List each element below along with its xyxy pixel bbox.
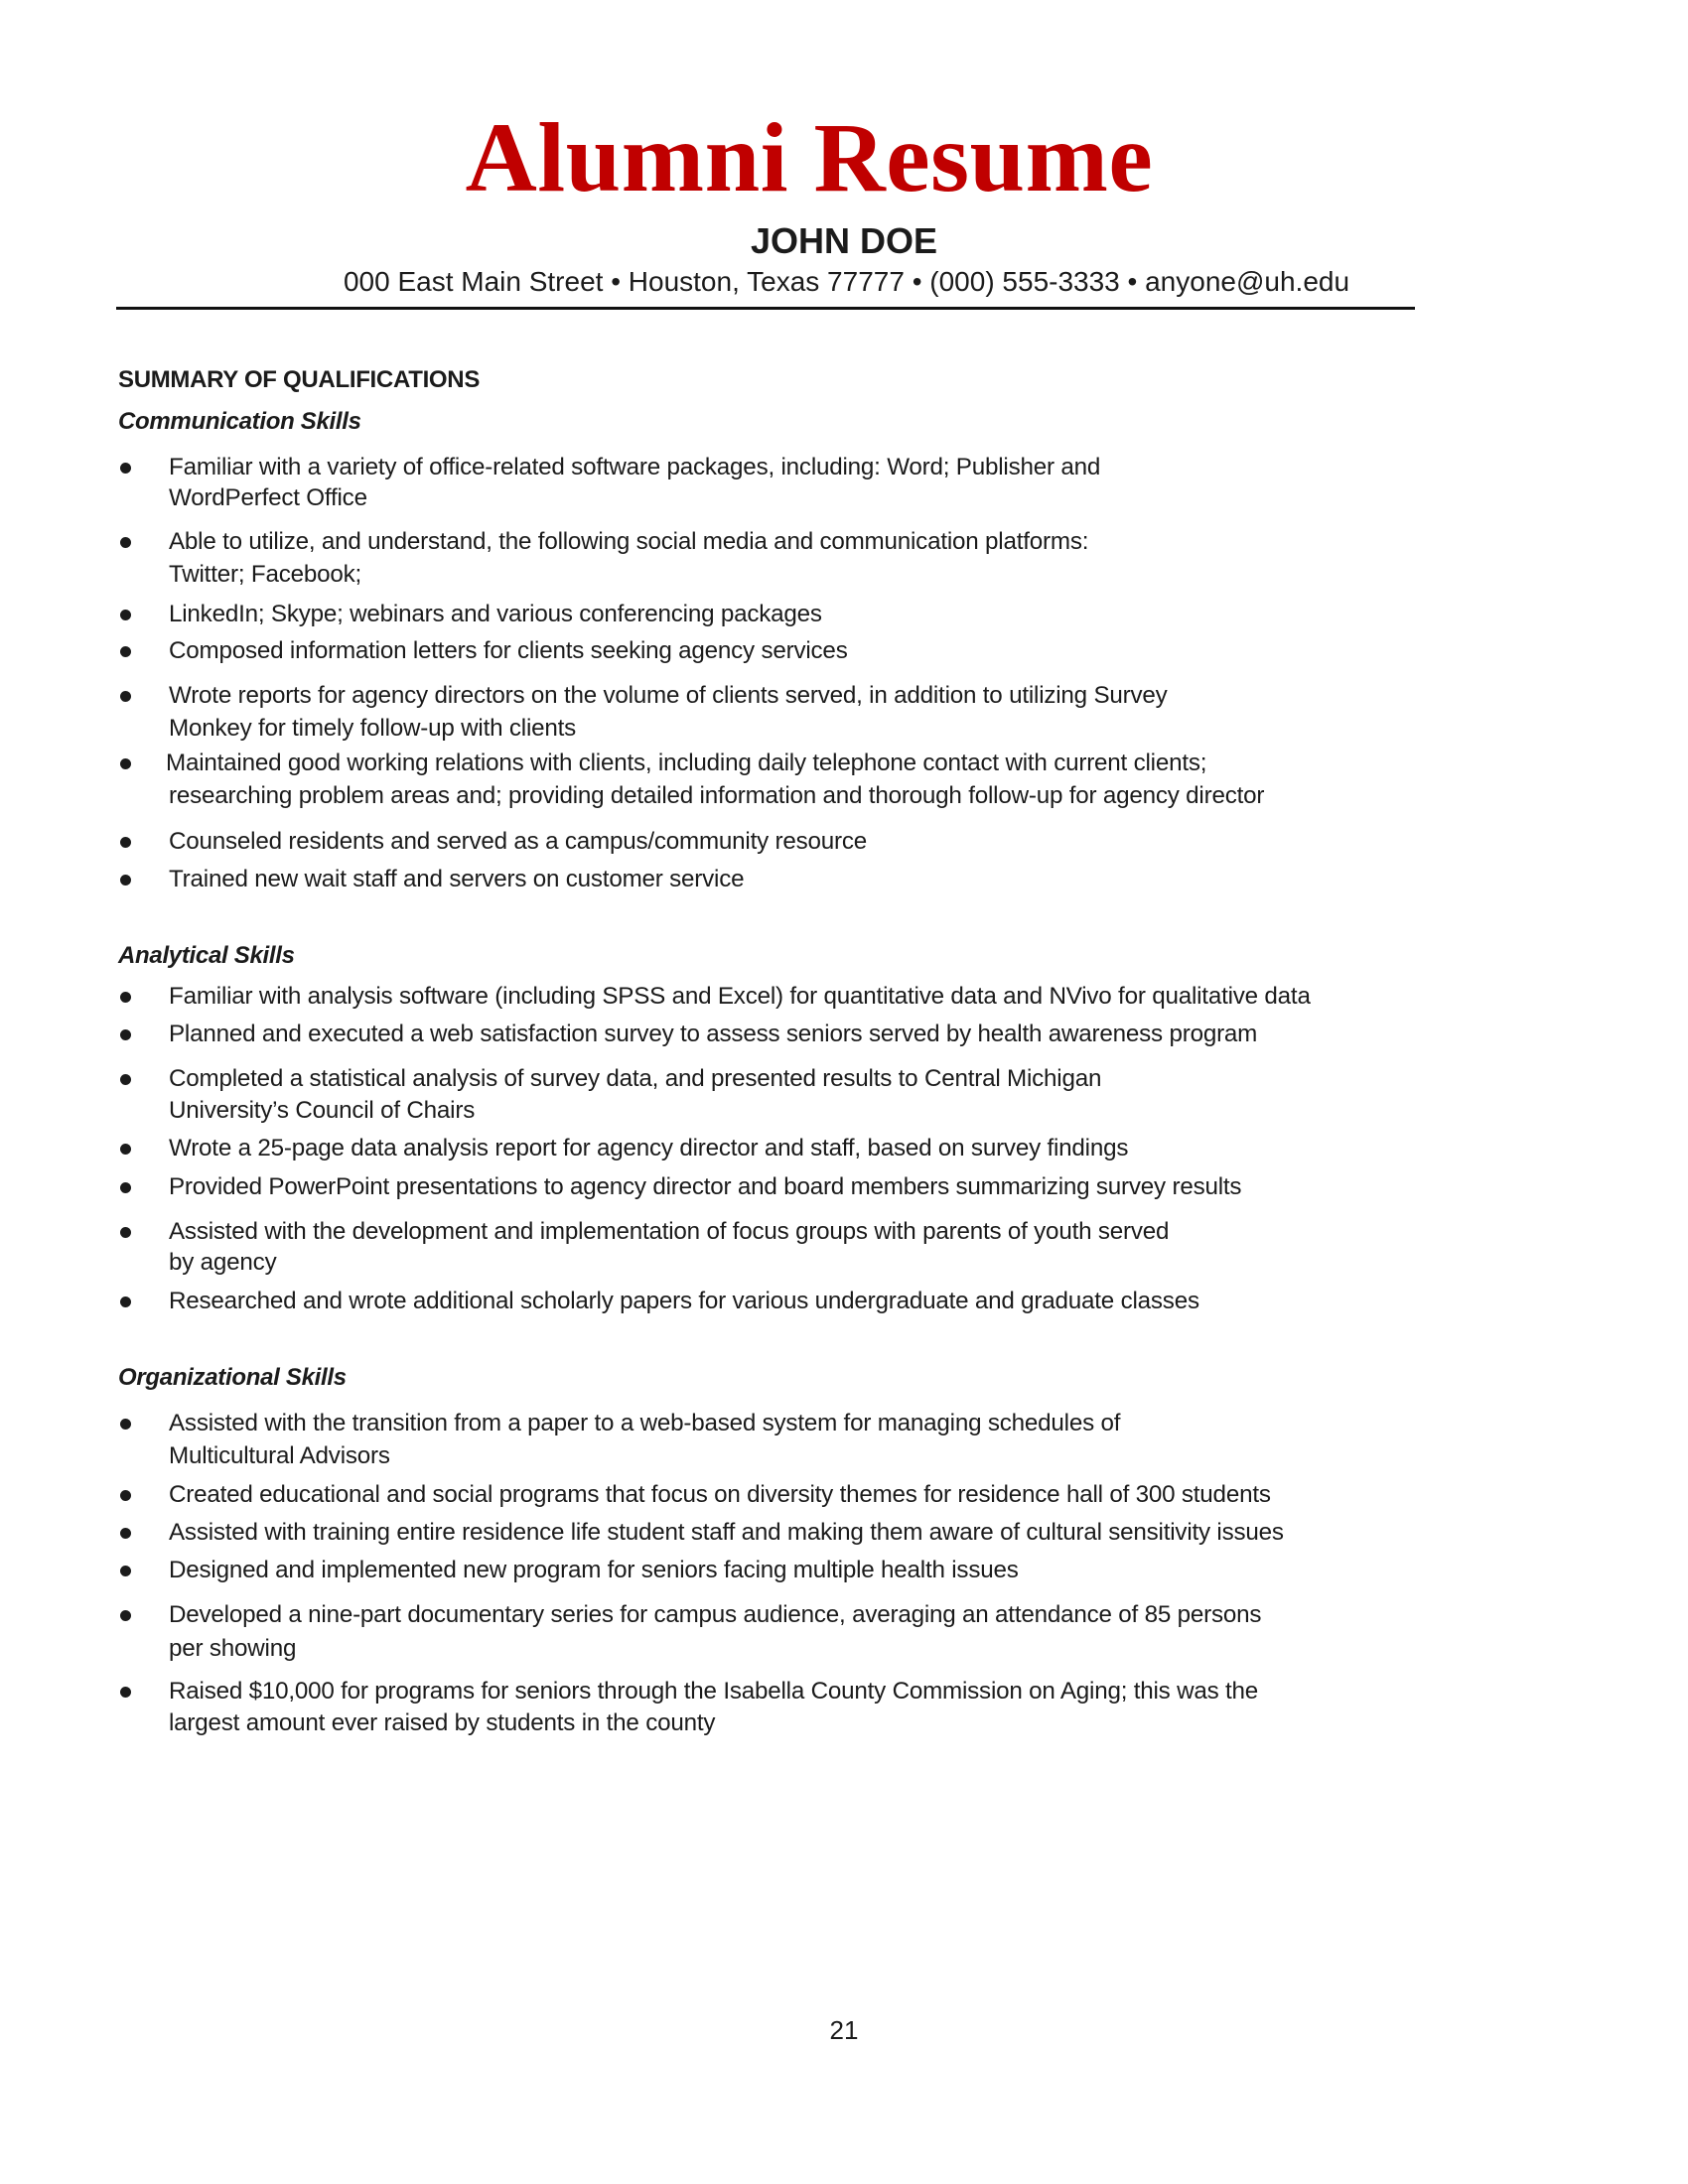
list-item-text: Trained new wait staff and servers on customer service bbox=[169, 866, 745, 892]
list-item-text: Composed information letters for clients seeking agency services bbox=[169, 637, 848, 664]
list-item-text: Maintained good working relations with clients, including daily telephone contact with current clients; bbox=[166, 750, 1207, 776]
list-item-text: Wrote a 25-page data analysis report for agency director and staff, based on survey findings bbox=[169, 1135, 1129, 1161]
section-heading-summary: SUMMARY OF QUALIFICATIONS bbox=[118, 366, 481, 393]
bullet-icon bbox=[120, 1490, 131, 1501]
list-item-text: Provided PowerPoint presentations to agency director and board members summarizing survey results bbox=[169, 1173, 1242, 1200]
candidate-name: JOHN DOE bbox=[750, 220, 938, 261]
bullet-icon bbox=[120, 610, 131, 620]
list-item-text: Designed and implemented new program for seniors facing multiple health issues bbox=[169, 1557, 1019, 1583]
list-item-text: Able to utilize, and understand, the following social media and communication platforms: bbox=[169, 528, 1089, 555]
bullet-icon bbox=[120, 1297, 131, 1307]
subheading-analytical-skills: Analytical Skills bbox=[118, 942, 295, 969]
list-item-text: Researched and wrote additional scholarly papers for various undergraduate and graduate classes bbox=[169, 1288, 1199, 1314]
list-item-text: Familiar with a variety of office-related software packages, including: Word; Publisher and bbox=[169, 454, 1101, 480]
list-item-text: Multicultural Advisors bbox=[169, 1442, 390, 1469]
bullet-icon bbox=[120, 1419, 131, 1430]
list-item-text: Completed a statistical analysis of survey data, and presented results to Central Michigan bbox=[169, 1065, 1102, 1092]
bullet-icon bbox=[120, 691, 131, 702]
bullet-icon bbox=[120, 1074, 131, 1085]
list-item-text: Created educational and social programs that focus on diversity themes for residence hall of 300 students bbox=[169, 1481, 1271, 1508]
contact-info: 000 East Main Street • Houston, Texas 77777 • (000) 555-3333 • anyone@uh.edu bbox=[343, 266, 1350, 297]
list-item-text: Assisted with the development and implementation of focus groups with parents of youth served bbox=[169, 1218, 1170, 1245]
bullet-icon bbox=[120, 646, 131, 657]
document-title: Alumni Resume bbox=[465, 102, 1154, 212]
bullet-icon bbox=[120, 1029, 131, 1040]
list-item-text: LinkedIn; Skype; webinars and various conferencing packages bbox=[169, 601, 822, 627]
bullet-icon bbox=[120, 1227, 131, 1238]
bullet-icon bbox=[120, 463, 131, 474]
bullet-icon bbox=[120, 837, 131, 848]
bullet-icon bbox=[120, 1182, 131, 1193]
bullet-icon bbox=[120, 1687, 131, 1698]
list-item-text: researching problem areas and; providing detailed information and thorough follow-up for agency director bbox=[169, 782, 1265, 809]
bullet-icon bbox=[120, 1610, 131, 1621]
list-item-text: per showing bbox=[169, 1635, 297, 1662]
bullet-icon bbox=[120, 1566, 131, 1576]
list-item-text: by agency bbox=[169, 1249, 277, 1276]
bullet-icon bbox=[120, 537, 131, 548]
page-number: 21 bbox=[829, 2015, 859, 2045]
bullet-icon bbox=[120, 1144, 131, 1155]
list-item-text: University’s Council of Chairs bbox=[169, 1097, 476, 1124]
list-item-text: Wrote reports for agency directors on the volume of clients served, in addition to utilizing Survey bbox=[169, 682, 1168, 709]
list-item-text: Monkey for timely follow-up with clients bbox=[169, 715, 577, 742]
bullet-icon bbox=[120, 875, 131, 886]
bullet-icon bbox=[120, 992, 131, 1003]
list-item-text: Counseled residents and served as a campus/community resource bbox=[169, 828, 868, 855]
list-item-text: Familiar with analysis software (including SPSS and Excel) for quantitative data and NVivo for qualitative data bbox=[169, 983, 1311, 1010]
list-item-text: Assisted with the transition from a paper to a web-based system for managing schedules of bbox=[169, 1410, 1121, 1436]
list-item-text: WordPerfect Office bbox=[169, 484, 367, 511]
list-item-text: Planned and executed a web satisfaction survey to assess seniors served by health awareness program bbox=[169, 1021, 1258, 1047]
subheading-organizational-skills: Organizational Skills bbox=[118, 1364, 347, 1391]
header-divider bbox=[116, 307, 1415, 310]
bullet-icon bbox=[120, 758, 131, 769]
list-item-text: Raised $10,000 for programs for seniors through the Isabella County Commission on Aging; this was the bbox=[169, 1678, 1259, 1705]
list-item-text: largest amount ever raised by students in the county bbox=[169, 1709, 716, 1736]
bullet-icon bbox=[120, 1528, 131, 1539]
list-item-text: Assisted with training entire residence life student staff and making them aware of cultural sensitivity issues bbox=[169, 1519, 1284, 1546]
subheading-communication-skills: Communication Skills bbox=[118, 408, 361, 435]
list-item-text: Twitter; Facebook; bbox=[169, 561, 362, 588]
list-item-text: Developed a nine-part documentary series for campus audience, averaging an attendance of 85 persons bbox=[169, 1601, 1262, 1628]
